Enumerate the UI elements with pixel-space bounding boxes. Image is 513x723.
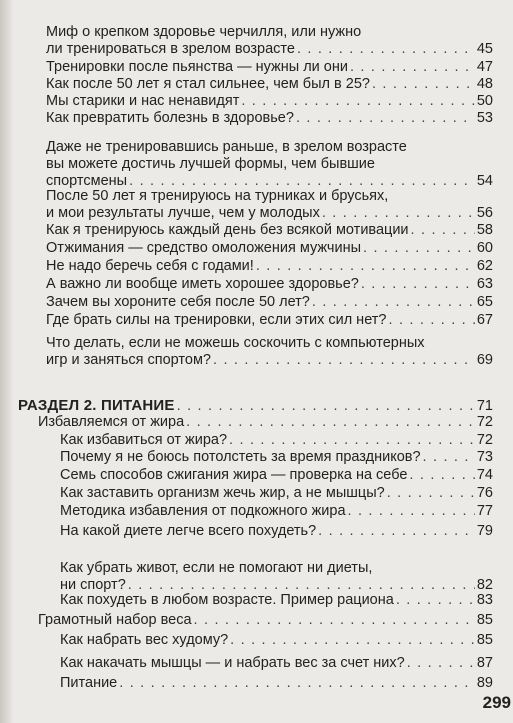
toc-page-ref: 82 (476, 577, 493, 593)
toc-page-ref: 53 (476, 110, 493, 126)
toc-entry-title: На какой диете легче всего похудеть? (60, 523, 317, 539)
toc-entry-title: Как я тренируюсь каждый день без всякой мотивации (46, 222, 409, 238)
toc-page-ref: 56 (476, 205, 493, 221)
toc-entry-title: Методика избавления от подкожного жира (60, 503, 346, 519)
toc-page-ref: 77 (476, 503, 493, 519)
toc-entry-line (46, 312, 493, 329)
toc-page-ref: 83 (476, 592, 493, 608)
toc-entry-line (46, 110, 493, 127)
toc-page-ref: 63 (476, 276, 493, 292)
toc-entry (46, 93, 493, 110)
dot-leader (213, 352, 475, 369)
toc-entry-line (46, 240, 493, 257)
toc-entry (46, 110, 493, 127)
toc-entry (46, 240, 493, 257)
dot-leader (296, 110, 475, 127)
toc-entry (60, 485, 493, 502)
toc-entry-line (46, 188, 493, 205)
toc-entry-line (60, 449, 493, 466)
toc-entry-line (46, 258, 493, 275)
toc-entry-line (46, 294, 493, 311)
toc-entry (60, 523, 493, 540)
toc-page-ref: 72 (476, 414, 493, 430)
toc-entry-title: Не надо беречь себя с годами! (46, 258, 254, 274)
page-edge-shadow (0, 0, 14, 723)
toc-page-ref: 76 (476, 485, 493, 501)
toc-entry-line (46, 205, 493, 222)
toc-entry-title: Отжимания — средство омоложения мужчины (46, 240, 362, 256)
dot-leader (312, 294, 475, 311)
toc-page-ref: 67 (476, 312, 493, 328)
toc-entry (38, 612, 493, 629)
toc-entry-title: ни спорт? (60, 577, 126, 593)
toc-entry-line (60, 467, 493, 484)
toc-page-ref: 85 (476, 612, 493, 628)
toc-entry-title: Как накачать мышцы — и набрать вес за счет них? (60, 655, 405, 671)
toc-entry-title: Как превратить болезнь в здоровье? (46, 110, 294, 126)
toc-entry-title: вы можете достичь лучшей формы, чем бывшие (46, 156, 375, 172)
dot-leader (407, 655, 475, 672)
toc-page-ref: 50 (476, 93, 493, 109)
toc-entry-line (60, 523, 493, 540)
dot-leader (322, 205, 475, 222)
dot-leader (409, 467, 474, 484)
dot-leader (119, 675, 475, 692)
toc-entry (46, 59, 493, 76)
toc-entry (60, 675, 493, 692)
toc-entry-line (60, 632, 493, 649)
toc-entry-title: Грамотный набор веса (38, 612, 192, 628)
toc-entry-title: После 50 лет я тренируюсь на турниках и брусьях, (46, 188, 389, 204)
toc-entry-line (60, 560, 493, 577)
toc-entry-line (60, 592, 493, 609)
toc-entry (46, 139, 493, 190)
dot-leader (177, 398, 475, 415)
toc-entry (46, 188, 493, 222)
toc-entry-title: Как похудеть в любом возрасте. Пример рациона (60, 592, 394, 608)
dot-leader (350, 59, 475, 76)
toc-page-ref: 72 (476, 432, 493, 448)
dot-leader (388, 312, 474, 329)
toc-entry-title: и мои результаты лучше, чем у молодых (46, 205, 320, 221)
toc-page-ref: 65 (476, 294, 493, 310)
toc-entry-line (60, 432, 493, 449)
toc-entry-title: Как набрать вес худому? (60, 632, 229, 648)
toc-page-ref: 45 (476, 41, 493, 57)
toc-entry (46, 24, 493, 58)
toc-entry (46, 222, 493, 239)
dot-leader (186, 414, 475, 431)
toc-page-ref: 85 (476, 632, 493, 648)
toc-entry-title: Как после 50 лет я стал сильнее, чем был в 25? (46, 76, 370, 92)
toc-entry-title: Мы старики и нас ненавидят (46, 93, 240, 109)
toc-entry-line (46, 93, 493, 110)
toc-entry (46, 294, 493, 311)
toc-page-ref: 48 (476, 76, 493, 92)
toc-page-ref: 62 (476, 258, 493, 274)
toc-entry-line (60, 503, 493, 520)
toc-entry-title: игр и заняться спортом? (46, 352, 211, 368)
toc-entry-title: Как заставить организм жечь жир, а не мышцы? (60, 485, 385, 501)
toc-entry (60, 655, 493, 672)
toc-entry-line (18, 397, 493, 415)
toc-entry (60, 467, 493, 484)
toc-entry-title: А важно ли вообще иметь хорошее здоровье? (46, 276, 359, 292)
toc-entry (46, 276, 493, 293)
toc-entry-line (60, 485, 493, 502)
toc-entry-title: Миф о крепком здоровье черчилля, или нужно (46, 24, 362, 40)
toc-entry (60, 503, 493, 520)
toc-entry-line (46, 41, 493, 58)
toc-entry-title: Почему я не боюсь потолстеть за время праздников? (60, 449, 421, 465)
toc-entry-line (46, 352, 493, 369)
toc-page-ref: 71 (476, 398, 493, 414)
toc-entry-line (46, 156, 493, 173)
toc-page-ref: 60 (476, 240, 493, 256)
page-number: 299 (482, 693, 511, 712)
dot-leader (318, 523, 475, 540)
toc-entry (60, 449, 493, 466)
dot-leader (423, 449, 475, 466)
toc-entry (60, 432, 493, 449)
toc-entry-line (60, 655, 493, 672)
toc-entry-title: Тренировки после пьянства — нужны ли они (46, 59, 348, 75)
toc-page-ref: 47 (476, 59, 493, 75)
toc-entry (46, 258, 493, 275)
toc-entry (46, 335, 493, 369)
toc-page-ref: 74 (476, 467, 493, 483)
toc-entry-line (46, 24, 493, 41)
dot-leader (411, 222, 475, 239)
dot-leader (387, 485, 475, 502)
dot-leader (297, 41, 475, 58)
toc-page-ref: 69 (476, 352, 493, 368)
toc-entry-title: Даже не тренировавшись раньше, в зрелом возрасте (46, 139, 407, 155)
toc-entry-line (38, 414, 493, 431)
toc-entry-line (38, 612, 493, 629)
toc-page-ref: 54 (476, 173, 493, 189)
toc-entry-line (46, 276, 493, 293)
toc-entry-title: Что делать, если не можешь соскочить с компьютерных (46, 335, 425, 351)
toc-section-heading (18, 397, 493, 415)
toc-entry-title: Где брать силы на тренировки, если этих сил нет? (46, 312, 387, 328)
toc-page-ref: 79 (476, 523, 493, 539)
dot-leader (241, 93, 475, 110)
toc-entry (60, 560, 493, 594)
toc-entry-title: спортсмены (46, 173, 128, 189)
toc-entry-line (46, 59, 493, 76)
toc-entry (46, 76, 493, 93)
toc-entry-line (46, 76, 493, 93)
toc-entry (60, 632, 493, 649)
toc-entry (46, 312, 493, 329)
dot-leader (229, 432, 475, 449)
dot-leader (396, 592, 475, 609)
toc-page-ref: 89 (476, 675, 493, 691)
dot-leader (372, 76, 475, 93)
dot-leader (348, 503, 475, 520)
toc-entry (60, 592, 493, 609)
toc-entry-title: Семь способов сжигания жира — проверка на себе (60, 467, 408, 483)
toc-entry-title: Как избавиться от жира? (60, 432, 228, 448)
dot-leader (230, 632, 475, 649)
toc-entry (38, 414, 493, 431)
toc-entry-line (60, 675, 493, 692)
dot-leader (363, 240, 475, 257)
dot-leader (194, 612, 475, 629)
toc-entry-title: Как убрать живот, если не помогают ни диеты, (60, 560, 373, 576)
dot-leader (361, 276, 475, 293)
toc-entry-title: Зачем вы хороните себя после 50 лет? (46, 294, 310, 310)
toc-page-ref: 73 (476, 449, 493, 465)
toc-page-ref: 87 (476, 655, 493, 671)
toc-entry-title: ли тренироваться в зрелом возрасте (46, 41, 295, 57)
toc-page-ref: 58 (476, 222, 493, 238)
toc-entry-title: РАЗДЕЛ 2. ПИТАНИЕ (18, 397, 175, 414)
toc-entry-line (46, 222, 493, 239)
toc-entry-line (46, 139, 493, 156)
dot-leader (256, 258, 475, 275)
toc-entry-title: Питание (60, 675, 118, 691)
toc-entry-line (46, 335, 493, 352)
toc-entry-title: Избавляемся от жира (38, 414, 185, 430)
